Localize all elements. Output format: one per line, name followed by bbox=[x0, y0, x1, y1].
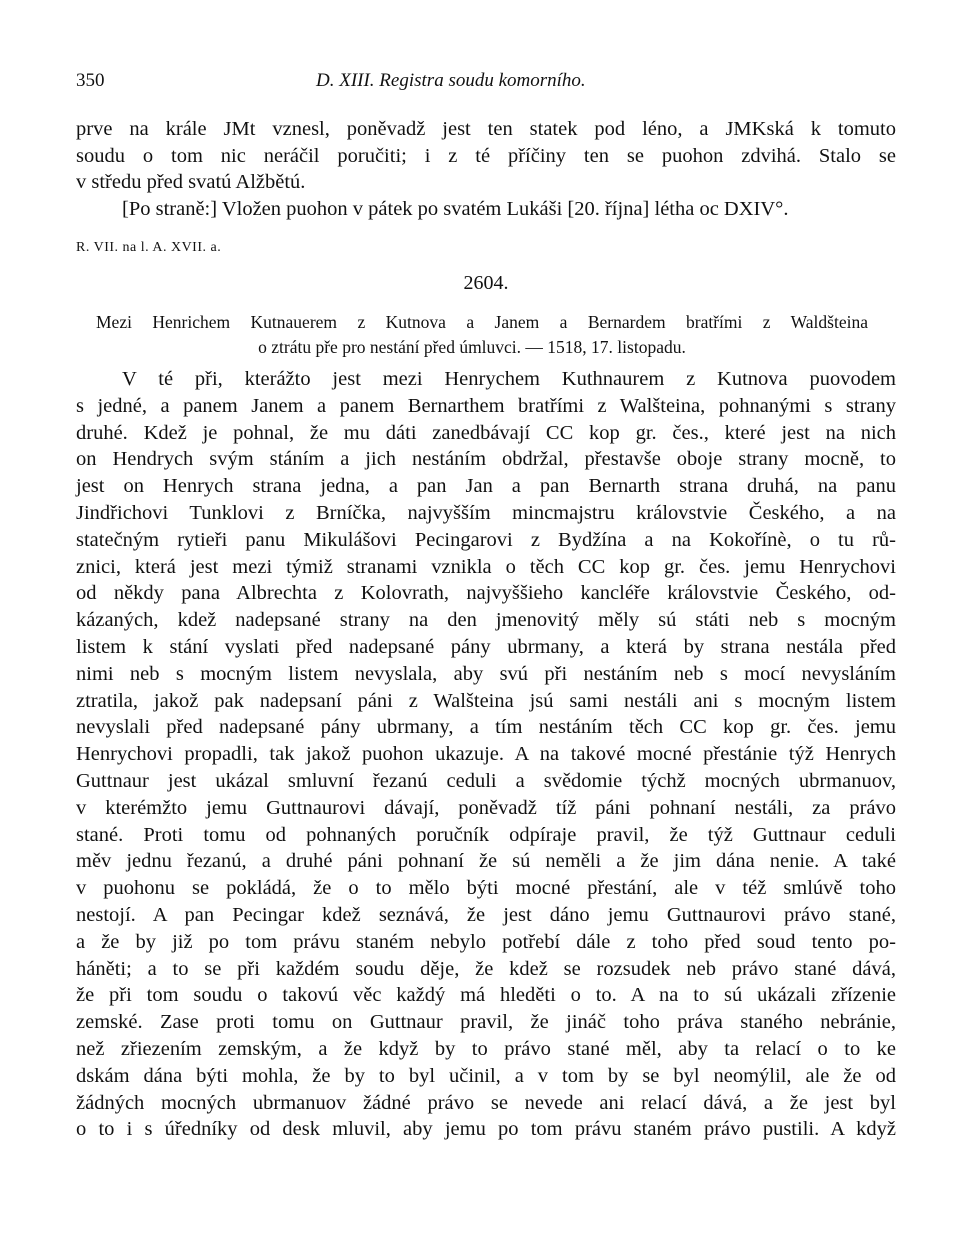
text-line: dskám dána býti mohla, že by to byl učinil, a v tom by se byl neomýlil, ale že od bbox=[76, 1064, 896, 1087]
text-line: Guttnaur jest ukázal smluvní řezanú ceduli a svědomie týchž mocných ubrmanuov, bbox=[76, 769, 896, 792]
side-note: [Po straně:] Vložen puohon v pátek po svatém Lukáši [20. října] létha oc DXIV°. bbox=[122, 197, 789, 220]
page-number: 350 bbox=[76, 70, 105, 91]
text-line: on Hendrych svým stáním a jich nestáním obdržal, přestavše oboje strany mocně, to bbox=[76, 448, 896, 471]
text-line: soudu o tom nic neráčil poručiti; i z té příčiny ten se puohon zdvihá. Stalo se bbox=[76, 144, 896, 167]
page-header bbox=[76, 70, 896, 96]
text-line: s jedné, a panem Janem a panem Bernarthem bratřími z Walšteina, pohnanými s strany bbox=[76, 394, 896, 417]
text-line: nestojí. A pan Pecingar kdež seznává, že jest dáno jemu Guttnaurovi právo stané, bbox=[76, 903, 896, 926]
text-line: že při tom soudu o takovú věc každý má hleděti o to. A na to sú ukázali zřízenie bbox=[76, 984, 896, 1007]
text-line: kázaných, kdež nadepsané strany na den jmenovitý měly sú státi neb s mocným bbox=[76, 609, 896, 632]
text-line: než zřiezením zemským, a že když by to právo stané měl, aby ta relací o to ke bbox=[76, 1037, 896, 1060]
text-line: jest on Henrych strana jedna, a pan Jan a pan Bernarth strana druhá, na panu bbox=[76, 475, 896, 498]
text-line: a že by již po tom právu staném nebylo potřebí dále z toho před soud tento po- bbox=[76, 930, 896, 953]
text-line: v středu před svatú Alžbětú. bbox=[76, 171, 306, 194]
text-line: listem k stání vyslati před nadepsané pány ubrmany, a která by strana nestála před bbox=[76, 635, 896, 658]
regest-line: Mezi Henrichem Kutnauerem z Kutnova a Janem a Bernardem bratřími z Waldšteina bbox=[96, 312, 868, 332]
entry-body bbox=[76, 366, 896, 1143]
text-line: od někdy pana Albrechta z Kolovrath, najvyššieho kancléře královstvie Českého, od- bbox=[76, 582, 896, 605]
entry-number: 2604. bbox=[463, 272, 509, 294]
text-line: v kterémžto jemu Guttnaurovi dávají, poněvadž tíž páni pohnaní nestáli, za právo bbox=[76, 796, 896, 819]
text-line: háněti; a to se při každém soudu děje, že kdež se rozsudek neb právo stané dává, bbox=[76, 957, 896, 980]
text-line: žádných mocných ubrmanuov žádné právo se nevede ani relací dává, a že jest byl bbox=[76, 1091, 896, 1114]
regest-line: o ztrátu pře pro nestání před úmluvci. — 1518, 17. listopadu. bbox=[258, 337, 686, 357]
text-line: měv jednu řezanú, a druhé páni pohnaní že sú neměli a že jim dána nenie. A také bbox=[76, 850, 896, 873]
text-line: zemské. Zase proti tomu on Guttnaur pravil, že jináč toho práva staného nebránie, bbox=[76, 1011, 896, 1034]
text-line: V té při, kterážto jest mezi Henrychem Kuthnaurem z Kutnova puovodem bbox=[122, 368, 896, 390]
text-line: stané. Proti tomu od pohnaných poručník odpíraje pravil, že týž Guttnaur ceduli bbox=[76, 823, 896, 846]
text-line: nevyslali před nadepsané pány ubrmany, a tím nestáním těch CC kop gr. čes. jemu bbox=[76, 716, 896, 739]
text-line: v puohonu se pokládá, že o to mělo býti mocné přestání, ale v též smlúvě toho bbox=[76, 877, 896, 900]
text-line: ztratila, jakož pak nadepsaní páni z Walšteina jsú sami nestáli ani s mocným listem bbox=[76, 689, 896, 712]
text-line: druhé. Kdež je pohnal, že mu dáti zanedbávají CC kop gr. čes., které jest na nich bbox=[76, 421, 896, 444]
text-line: prve na krále JMt vznesl, poněvadž jest ten statek pod léno, a JMKská k tomuto bbox=[76, 118, 896, 140]
entry-regest bbox=[96, 310, 868, 360]
text-line: Jindřichovi Tunklovi z Brníčka, najvyšším mincmajstru královstvie Českého, a na bbox=[76, 501, 896, 524]
text-line: Henrychovi propadli, tak jakož puohon ukazuje. A na takové mocné přestánie týž Henrych bbox=[76, 743, 896, 766]
preceding-entry-text bbox=[76, 116, 896, 222]
text-line: znici, která jest mezi týmiž stranami vznikla o těch CC kop gr. čes. jemu Henrychovi bbox=[76, 555, 896, 578]
text-line: nimi neb s mocným listem nevyslala, aby svú při nestáním neb s mocí nevysláním bbox=[76, 662, 896, 685]
text-line: statečným rytieři panu Mikulášovi Pecingarovi z Bydžína a na Kokořínè, o tu rů- bbox=[76, 528, 896, 551]
text-line: o to i s úředníky od desk mluvil, aby jemu po tom právu staném právo pustili. A když bbox=[76, 1118, 896, 1141]
running-head: D. XIII. Registra soudu komorního. bbox=[316, 70, 586, 91]
archival-reference: R. VII. na l. A. XVII. a. bbox=[76, 240, 222, 255]
